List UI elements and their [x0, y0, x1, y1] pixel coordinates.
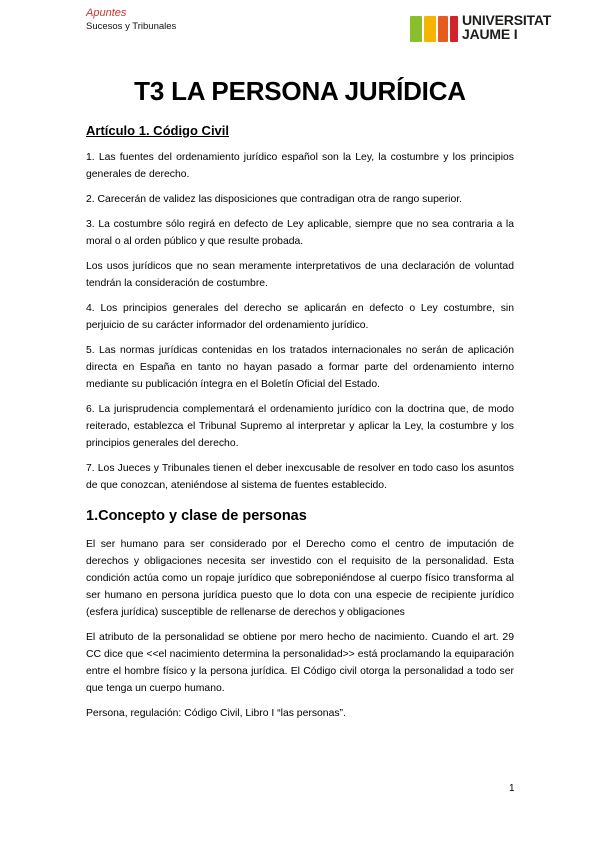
apuntes-label: Apuntes: [86, 7, 127, 19]
article-paragraph: 7. Los Jueces y Tribunales tienen el deber inexcusable de resolver en todo caso los asuntos de que conozcan, ateniéndose al sistema de fuentes establecido.: [86, 463, 514, 491]
logo-line-2: JAUME I: [462, 26, 518, 42]
logo-line-1: UNIVERSITAT: [462, 12, 552, 28]
page-title: T3 LA PERSONA JURÍDICA: [134, 76, 466, 106]
section-paragraph: El atributo de la personalidad se obtiene por mero hecho de nacimiento. Cuando el art. 29 CC dice que <<el nacimiento determina la personalidad>> está proclamando la equiparación entre el hombre físico y la persona jurídica. El Código civil otorga la personalidad a todo ser que tenga un cuerpo humano.: [86, 632, 514, 694]
article-paragraph: 4. Los principios generales del derecho se aplicarán en defecto o Ley costumbre, sin perjuicio de su carácter informador del ordenamiento jurídico.: [86, 303, 514, 331]
article-paragraph: 2. Carecerán de validez las disposiciones que contradigan otra de rango superior.: [86, 194, 463, 205]
section-title: 1.Concepto y clase de personas: [86, 508, 307, 524]
article-paragraph: 3. La costumbre sólo regirá en defecto de Ley aplicable, siempre que no sea contraria a la moral o al orden público y que resulte probada.: [86, 219, 514, 247]
logo-block-orange: [438, 16, 448, 42]
logo-block-yellow: [424, 16, 436, 42]
document-body: [86, 122, 514, 730]
article-paragraph: Los usos jurídicos que no sean meramente interpretativos de una declaración de voluntad tendrán la consideración de costumbre.: [86, 261, 514, 289]
page-number: 1: [509, 783, 515, 794]
section-paragraph: El ser humano para ser considerado por el Derecho como el centro de imputación de derechos y obligaciones necesita ser investido con el requisito de la personalidad. Esta condición actúa como un ropaje jurídico que sobreponiéndose al cuerpo físico transforma al ser humano en persona jurídica puesto que lo dota con una especie de recipiente jurídico (esfera jurídica) susceptible de rellenarse de derechos y obligaciones: [86, 539, 514, 618]
article-paragraph: 1. Las fuentes del ordenamiento jurídico español son la Ley, la costumbre y los principios generales de derecho.: [86, 152, 514, 180]
page-header: [86, 6, 176, 33]
logo-block-red: [450, 16, 458, 42]
article-paragraph: 5. Las normas jurídicas contenidas en los tratados internacionales no serán de aplicación directa en España en tanto no hayan pasado a formar parte del ordenamiento interno mediante su publicación íntegra en el Boletín Oficial del Estado.: [86, 345, 514, 390]
section-paragraph: Persona, regulación: Código Civil, Libro I “las personas”.: [86, 708, 346, 719]
logo-text: [462, 13, 551, 41]
article-title: Artículo 1. Código Civil: [86, 123, 230, 138]
article-paragraph: 6. La jurisprudencia complementará el ordenamiento jurídico con la doctrina que, de modo reiterado, establezca el Tribunal Supremo al interpretar y aplicar la Ley, la costumbre y los principios generales del derecho.: [86, 404, 514, 449]
subject-label: Sucesos y Tribunales: [86, 21, 177, 32]
logo-block-green: [410, 16, 422, 42]
